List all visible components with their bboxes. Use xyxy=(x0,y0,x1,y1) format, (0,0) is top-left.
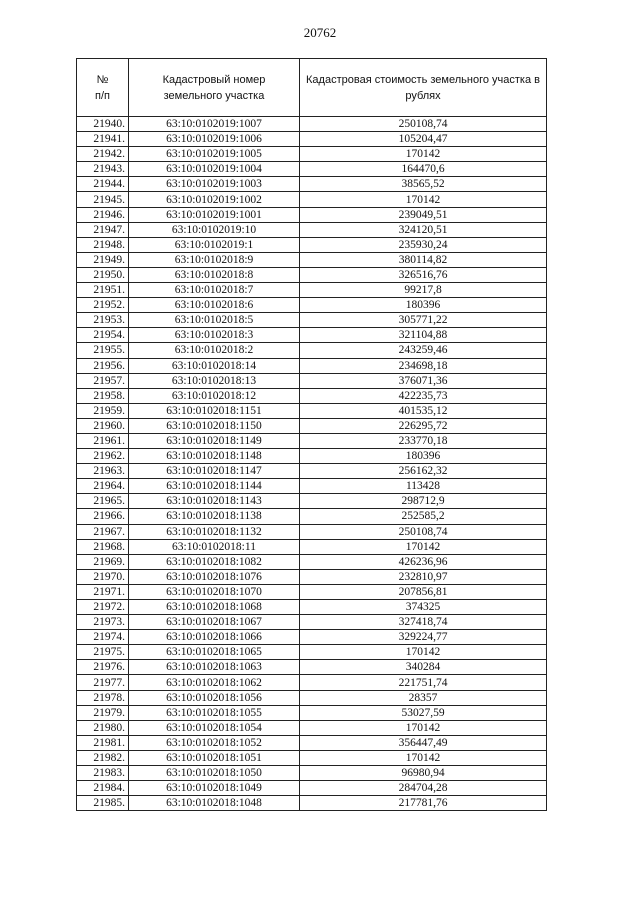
cadastral-number-cell: 63:10:0102018:12 xyxy=(129,388,300,403)
row-number-cell: 21970. xyxy=(77,569,129,584)
cadastral-number-cell: 63:10:0102018:1067 xyxy=(129,615,300,630)
cadastral-number-cell: 63:10:0102019:1003 xyxy=(129,177,300,192)
cadastral-value-cell: 239049,51 xyxy=(300,207,547,222)
cadastral-value-cell: 422235,73 xyxy=(300,388,547,403)
cadastral-value-cell: 180396 xyxy=(300,298,547,313)
cadastral-number-cell: 63:10:0102018:3 xyxy=(129,328,300,343)
row-number-cell: 21982. xyxy=(77,750,129,765)
table-row xyxy=(77,645,547,660)
table-row xyxy=(77,117,547,132)
table-row xyxy=(77,600,547,615)
table-row xyxy=(77,569,547,584)
row-number-cell: 21979. xyxy=(77,705,129,720)
cadastral-value-cell: 96980,94 xyxy=(300,766,547,781)
table-row xyxy=(77,524,547,539)
row-number-cell: 21961. xyxy=(77,433,129,448)
cadastral-number-cell: 63:10:0102018:1051 xyxy=(129,750,300,765)
row-number-cell: 21962. xyxy=(77,449,129,464)
row-number-cell: 21965. xyxy=(77,494,129,509)
table-row xyxy=(77,222,547,237)
cadastral-value-cell: 170142 xyxy=(300,750,547,765)
cadastral-value-cell: 340284 xyxy=(300,660,547,675)
cadastral-number-cell: 63:10:0102018:8 xyxy=(129,267,300,282)
table-row xyxy=(77,162,547,177)
table-row xyxy=(77,403,547,418)
table-row xyxy=(77,207,547,222)
row-number-cell: 21941. xyxy=(77,132,129,147)
cadastral-value-cell: 105204,47 xyxy=(300,132,547,147)
table-row xyxy=(77,781,547,796)
table-row xyxy=(77,554,547,569)
table-row xyxy=(77,766,547,781)
row-number-cell: 21953. xyxy=(77,313,129,328)
cadastral-number-cell: 63:10:0102018:7 xyxy=(129,283,300,298)
cadastral-number-cell: 63:10:0102018:1082 xyxy=(129,554,300,569)
cadastral-number-cell: 63:10:0102018:1063 xyxy=(129,660,300,675)
row-number-cell: 21966. xyxy=(77,509,129,524)
cadastral-value-cell: 376071,36 xyxy=(300,373,547,388)
cadastral-number-cell: 63:10:0102018:1144 xyxy=(129,479,300,494)
cadastral-number-cell: 63:10:0102018:1048 xyxy=(129,796,300,811)
row-number-cell: 21973. xyxy=(77,615,129,630)
cadastral-value-cell: 53027,59 xyxy=(300,705,547,720)
row-number-cell: 21983. xyxy=(77,766,129,781)
row-number-cell: 21958. xyxy=(77,388,129,403)
table-row xyxy=(77,750,547,765)
cadastral-number-cell: 63:10:0102019:1004 xyxy=(129,162,300,177)
table-row xyxy=(77,132,547,147)
cadastral-number-cell: 63:10:0102018:1056 xyxy=(129,690,300,705)
row-number-cell: 21945. xyxy=(77,192,129,207)
row-number-cell: 21985. xyxy=(77,796,129,811)
row-number-cell: 21968. xyxy=(77,539,129,554)
cadastral-number-cell: 63:10:0102018:1147 xyxy=(129,464,300,479)
cadastral-value-cell: 401535,12 xyxy=(300,403,547,418)
cadastral-number-cell: 63:10:0102019:1001 xyxy=(129,207,300,222)
row-number-cell: 21978. xyxy=(77,690,129,705)
cadastral-value-cell: 170142 xyxy=(300,720,547,735)
table-row xyxy=(77,615,547,630)
row-number-cell: 21981. xyxy=(77,735,129,750)
row-number-cell: 21984. xyxy=(77,781,129,796)
cadastral-value-cell: 232810,97 xyxy=(300,569,547,584)
cadastral-value-cell: 380114,82 xyxy=(300,252,547,267)
cadastral-number-cell: 63:10:0102018:1068 xyxy=(129,600,300,615)
cadastral-value-cell: 235930,24 xyxy=(300,237,547,252)
cadastral-value-cell: 250108,74 xyxy=(300,117,547,132)
cadastral-value-cell: 170142 xyxy=(300,147,547,162)
cadastral-number-cell: 63:10:0102019:1007 xyxy=(129,117,300,132)
header-cadastral-number: Кадастровый номер земельного участка xyxy=(129,59,300,117)
table-row xyxy=(77,675,547,690)
table-row xyxy=(77,479,547,494)
cadastral-number-cell: 63:10:0102018:1049 xyxy=(129,781,300,796)
row-number-cell: 21946. xyxy=(77,207,129,222)
cadastral-value-cell: 170142 xyxy=(300,192,547,207)
cadastral-value-table xyxy=(76,58,547,811)
cadastral-value-cell: 284704,28 xyxy=(300,781,547,796)
cadastral-number-cell: 63:10:0102018:9 xyxy=(129,252,300,267)
cadastral-number-cell: 63:10:0102018:1050 xyxy=(129,766,300,781)
cadastral-value-cell: 324120,51 xyxy=(300,222,547,237)
table-row xyxy=(77,539,547,554)
row-number-cell: 21980. xyxy=(77,720,129,735)
row-number-cell: 21942. xyxy=(77,147,129,162)
row-number-cell: 21971. xyxy=(77,584,129,599)
cadastral-value-cell: 38565,52 xyxy=(300,177,547,192)
cadastral-number-cell: 63:10:0102018:5 xyxy=(129,313,300,328)
cadastral-value-cell: 164470,6 xyxy=(300,162,547,177)
cadastral-number-cell: 63:10:0102019:1006 xyxy=(129,132,300,147)
cadastral-number-cell: 63:10:0102018:1070 xyxy=(129,584,300,599)
table-row xyxy=(77,328,547,343)
row-number-cell: 21954. xyxy=(77,328,129,343)
cadastral-value-cell: 28357 xyxy=(300,690,547,705)
table-row xyxy=(77,433,547,448)
row-number-cell: 21948. xyxy=(77,237,129,252)
row-number-cell: 21959. xyxy=(77,403,129,418)
cadastral-value-cell: 207856,81 xyxy=(300,584,547,599)
page-number: 20762 xyxy=(303,25,337,40)
cadastral-number-cell: 63:10:0102018:1132 xyxy=(129,524,300,539)
cadastral-number-cell: 63:10:0102018:1052 xyxy=(129,735,300,750)
cadastral-number-cell: 63:10:0102018:11 xyxy=(129,539,300,554)
row-number-cell: 21977. xyxy=(77,675,129,690)
cadastral-number-cell: 63:10:0102019:1 xyxy=(129,237,300,252)
table-row xyxy=(77,267,547,282)
row-number-cell: 21947. xyxy=(77,222,129,237)
cadastral-number-cell: 63:10:0102019:10 xyxy=(129,222,300,237)
header-number: № п/п xyxy=(77,59,129,117)
table-row xyxy=(77,464,547,479)
row-number-cell: 21969. xyxy=(77,554,129,569)
header-cadastral-value: Кадастровая стоимость земельного участка в рублях xyxy=(300,59,547,117)
table-row xyxy=(77,373,547,388)
cadastral-number-cell: 63:10:0102018:1062 xyxy=(129,675,300,690)
row-number-cell: 21974. xyxy=(77,630,129,645)
cadastral-value-cell: 226295,72 xyxy=(300,418,547,433)
cadastral-value-cell: 170142 xyxy=(300,539,547,554)
table-row xyxy=(77,252,547,267)
cadastral-value-cell: 221751,74 xyxy=(300,675,547,690)
table-row xyxy=(77,237,547,252)
table-row xyxy=(77,177,547,192)
table-header-row xyxy=(77,59,547,117)
table-row xyxy=(77,147,547,162)
row-number-cell: 21951. xyxy=(77,283,129,298)
table-row xyxy=(77,735,547,750)
cadastral-number-cell: 63:10:0102018:6 xyxy=(129,298,300,313)
cadastral-value-cell: 321104,88 xyxy=(300,328,547,343)
row-number-cell: 21949. xyxy=(77,252,129,267)
cadastral-value-cell: 256162,32 xyxy=(300,464,547,479)
cadastral-number-cell: 63:10:0102018:13 xyxy=(129,373,300,388)
cadastral-value-cell: 180396 xyxy=(300,449,547,464)
table-row xyxy=(77,358,547,373)
cadastral-value-cell: 234698,18 xyxy=(300,358,547,373)
cadastral-value-cell: 170142 xyxy=(300,645,547,660)
table-row xyxy=(77,283,547,298)
table-row xyxy=(77,584,547,599)
table-row xyxy=(77,509,547,524)
cadastral-number-cell: 63:10:0102019:1005 xyxy=(129,147,300,162)
table-row xyxy=(77,388,547,403)
table-body xyxy=(77,117,547,811)
cadastral-number-cell: 63:10:0102018:1066 xyxy=(129,630,300,645)
cadastral-value-cell: 243259,46 xyxy=(300,343,547,358)
table-row xyxy=(77,705,547,720)
row-number-cell: 21960. xyxy=(77,418,129,433)
cadastral-number-cell: 63:10:0102018:1148 xyxy=(129,449,300,464)
table-row xyxy=(77,298,547,313)
cadastral-number-cell: 63:10:0102018:1054 xyxy=(129,720,300,735)
cadastral-value-cell: 374325 xyxy=(300,600,547,615)
table-row xyxy=(77,449,547,464)
cadastral-number-cell: 63:10:0102018:2 xyxy=(129,343,300,358)
cadastral-value-cell: 426236,96 xyxy=(300,554,547,569)
table-row xyxy=(77,660,547,675)
table-row xyxy=(77,796,547,811)
table-row xyxy=(77,343,547,358)
cadastral-value-cell: 252585,2 xyxy=(300,509,547,524)
cadastral-value-cell: 113428 xyxy=(300,479,547,494)
cadastral-value-cell: 326516,76 xyxy=(300,267,547,282)
table-row xyxy=(77,690,547,705)
row-number-cell: 21944. xyxy=(77,177,129,192)
row-number-cell: 21950. xyxy=(77,267,129,282)
cadastral-number-cell: 63:10:0102018:1143 xyxy=(129,494,300,509)
cadastral-value-cell: 250108,74 xyxy=(300,524,547,539)
cadastral-number-cell: 63:10:0102018:1149 xyxy=(129,433,300,448)
cadastral-number-cell: 63:10:0102018:1076 xyxy=(129,569,300,584)
table-row xyxy=(77,192,547,207)
row-number-cell: 21943. xyxy=(77,162,129,177)
table-row xyxy=(77,313,547,328)
row-number-cell: 21956. xyxy=(77,358,129,373)
cadastral-value-cell: 298712,9 xyxy=(300,494,547,509)
cadastral-number-cell: 63:10:0102019:1002 xyxy=(129,192,300,207)
cadastral-number-cell: 63:10:0102018:1151 xyxy=(129,403,300,418)
cadastral-number-cell: 63:10:0102018:1065 xyxy=(129,645,300,660)
cadastral-value-cell: 305771,22 xyxy=(300,313,547,328)
row-number-cell: 21940. xyxy=(77,117,129,132)
row-number-cell: 21975. xyxy=(77,645,129,660)
row-number-cell: 21967. xyxy=(77,524,129,539)
table-row xyxy=(77,630,547,645)
row-number-cell: 21955. xyxy=(77,343,129,358)
row-number-cell: 21957. xyxy=(77,373,129,388)
row-number-cell: 21964. xyxy=(77,479,129,494)
table-row xyxy=(77,418,547,433)
cadastral-value-cell: 99217,8 xyxy=(300,283,547,298)
row-number-cell: 21952. xyxy=(77,298,129,313)
cadastral-value-cell: 356447,49 xyxy=(300,735,547,750)
row-number-cell: 21963. xyxy=(77,464,129,479)
cadastral-value-cell: 233770,18 xyxy=(300,433,547,448)
cadastral-number-cell: 63:10:0102018:1150 xyxy=(129,418,300,433)
row-number-cell: 21976. xyxy=(77,660,129,675)
cadastral-number-cell: 63:10:0102018:1055 xyxy=(129,705,300,720)
cadastral-value-cell: 217781,76 xyxy=(300,796,547,811)
cadastral-number-cell: 63:10:0102018:1138 xyxy=(129,509,300,524)
cadastral-value-cell: 329224,77 xyxy=(300,630,547,645)
table-row xyxy=(77,720,547,735)
cadastral-number-cell: 63:10:0102018:14 xyxy=(129,358,300,373)
row-number-cell: 21972. xyxy=(77,600,129,615)
cadastral-value-cell: 327418,74 xyxy=(300,615,547,630)
table-row xyxy=(77,494,547,509)
